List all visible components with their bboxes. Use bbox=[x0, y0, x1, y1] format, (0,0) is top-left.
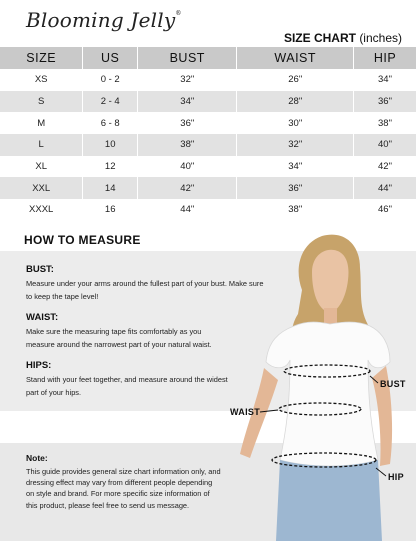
cell-waist: 30" bbox=[237, 112, 354, 134]
table-row bbox=[0, 199, 416, 221]
cell-bust: 38" bbox=[138, 134, 237, 156]
cell-hip: 34" bbox=[354, 69, 416, 91]
cell-us: 14 bbox=[83, 177, 138, 199]
cell-bust: 44" bbox=[138, 199, 237, 221]
cell-bust: 42" bbox=[138, 177, 237, 199]
cell-size: S bbox=[0, 91, 83, 113]
brand-logo: Blooming Jelly® bbox=[26, 8, 182, 32]
cell-size: XXL bbox=[0, 177, 83, 199]
cell-size: XXXL bbox=[0, 199, 83, 221]
table-row bbox=[0, 91, 416, 113]
cell-bust: 36" bbox=[138, 112, 237, 134]
cell-waist: 38" bbox=[237, 199, 354, 221]
size-chart-table bbox=[0, 47, 416, 221]
waist-label: WAIST bbox=[230, 407, 260, 417]
table-row bbox=[0, 177, 416, 199]
cell-size: M bbox=[0, 112, 83, 134]
cell-bust: 40" bbox=[138, 156, 237, 178]
cell-waist: 28" bbox=[237, 91, 354, 113]
waist-heading: WAIST: bbox=[26, 312, 59, 323]
cell-bust: 32" bbox=[138, 69, 237, 91]
cell-us: 6 - 8 bbox=[83, 112, 138, 134]
model-top-icon bbox=[266, 322, 390, 466]
bust-heading: BUST: bbox=[26, 264, 54, 275]
hips-heading: HIPS: bbox=[26, 360, 52, 371]
cell-waist: 26" bbox=[237, 69, 354, 91]
cell-hip: 36" bbox=[354, 91, 416, 113]
bust-label: BUST bbox=[380, 379, 406, 389]
header-size: SIZE bbox=[0, 47, 83, 69]
header-bust: BUST bbox=[138, 47, 237, 69]
header-hip: HIP bbox=[354, 47, 416, 69]
cell-us: 12 bbox=[83, 156, 138, 178]
size-chart-unit: (inches) bbox=[359, 31, 402, 45]
cell-size: L bbox=[0, 134, 83, 156]
cell-size: XL bbox=[0, 156, 83, 178]
header-waist: WAIST bbox=[237, 47, 354, 69]
note-heading: Note: bbox=[26, 453, 48, 463]
cell-waist: 32" bbox=[237, 134, 354, 156]
cell-waist: 34" bbox=[237, 156, 354, 178]
hips-text: Stand with your feet together, and measure around the widest part of your hips. bbox=[26, 375, 228, 397]
size-chart-header-row bbox=[0, 47, 416, 69]
cell-hip: 42" bbox=[354, 156, 416, 178]
bust-text: Measure under your arms around the fullest part of your bust. Make sure to keep the tape level! bbox=[26, 279, 264, 301]
table-row bbox=[0, 134, 416, 156]
cell-bust: 34" bbox=[138, 91, 237, 113]
table-row bbox=[0, 156, 416, 178]
cell-us: 16 bbox=[83, 199, 138, 221]
cell-us: 10 bbox=[83, 134, 138, 156]
cell-waist: 36" bbox=[237, 177, 354, 199]
cell-hip: 46" bbox=[354, 199, 416, 221]
table-row bbox=[0, 69, 416, 91]
cell-hip: 44" bbox=[354, 177, 416, 199]
hip-label: HIP bbox=[388, 472, 404, 482]
cell-size: XS bbox=[0, 69, 83, 91]
header-us: US bbox=[83, 47, 138, 69]
cell-us: 2 - 4 bbox=[83, 91, 138, 113]
table-row bbox=[0, 112, 416, 134]
note-text: This guide provides general size chart information only, and dressing effect may vary from different people depending on style and brand. For more specific size information of this product, please feel free to send us message. bbox=[26, 467, 221, 510]
size-chart-title bbox=[284, 31, 402, 45]
cell-us: 0 - 2 bbox=[83, 69, 138, 91]
size-chart-heading: SIZE CHART bbox=[283, 31, 356, 45]
cell-hip: 40" bbox=[354, 134, 416, 156]
cell-hip: 38" bbox=[354, 112, 416, 134]
model-jeans-icon bbox=[276, 460, 382, 541]
waist-text: Make sure the measuring tape fits comfortably as you measure around the narrowest part of your natural waist. bbox=[26, 327, 212, 349]
how-to-measure-title: HOW TO MEASURE bbox=[24, 233, 141, 247]
